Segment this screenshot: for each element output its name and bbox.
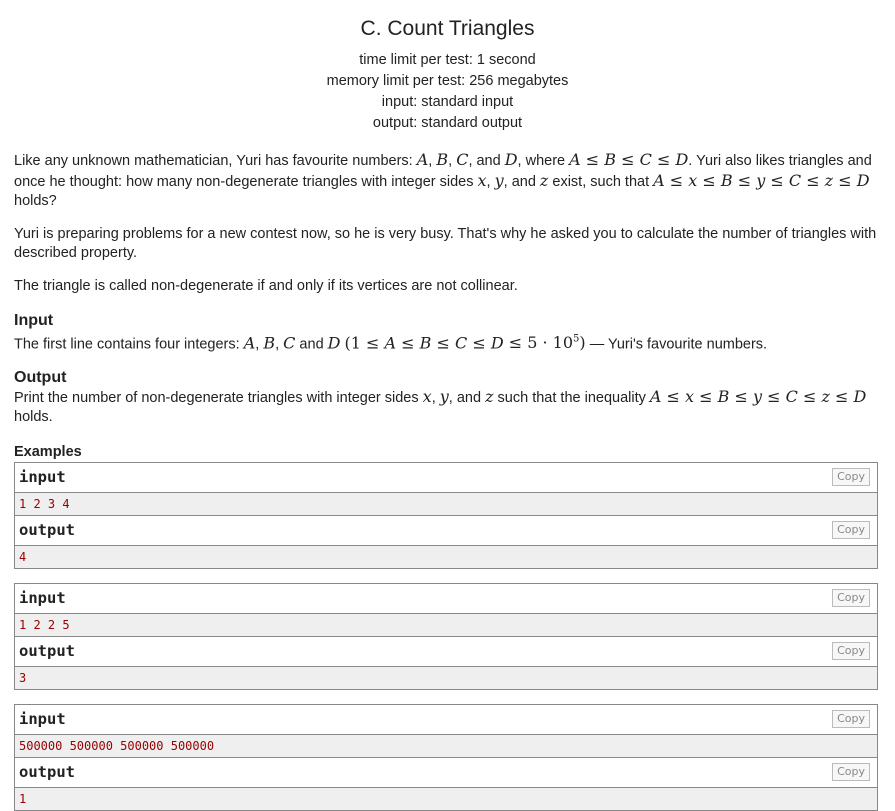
- example-output-header: [15, 637, 877, 667]
- example-block: [14, 583, 878, 690]
- statement-paragraph-1: Like any unknown mathematician, Yuri has favourite numbers: A, B, C, and D, where A ≤ B ≤ C ≤ D. Yuri also likes triangles and once he thought: how many non-degenerate triangles with integer sides x, y, and z exist, such that A ≤ x ≤ B ≤ y ≤ C ≤ z ≤ D holds?: [14, 150, 872, 209]
- output-label: output: [19, 642, 75, 661]
- copy-button[interactable]: Copy: [832, 763, 870, 781]
- example-output-header: [15, 516, 877, 546]
- copy-button[interactable]: Copy: [832, 521, 870, 539]
- math-constraints: $(1 \le A \le B \le C \le D \le 5 \cdot 10^5)$: [344, 333, 586, 353]
- copy-button[interactable]: Copy: [832, 642, 870, 660]
- example-output-text: 3: [15, 667, 877, 689]
- output-spec: output: standard output: [372, 115, 523, 131]
- output-section-text: Print the number of non-degenerate triangles with integer sides x, y, and z such that the inequality A ≤ x ≤ B ≤ y ≤ C ≤ z ≤ D holds.: [14, 387, 867, 426]
- input-section-text: The first line contains four integers: A, B, C and D $(1 \le A \le B \le C \le D \le 5 \cdot 10^5)$ — Yuri's favourite numbers.: [14, 333, 768, 353]
- example-output-text: 1: [15, 788, 877, 810]
- example-output-header: [15, 758, 877, 788]
- example-input-text: 1 2 3 4: [15, 493, 877, 516]
- math-ordering: A ≤ B ≤ C ≤ D: [569, 150, 689, 169]
- statement-paragraph-2: Yuri is preparing problems for a new contest now, so he is very busy. That's why he asked you to calculate the number of triangles with described property.: [14, 226, 877, 261]
- memory-limit: memory limit per test: 256 megabytes: [326, 73, 569, 89]
- example-block: [14, 704, 878, 811]
- math-inequality: A ≤ x ≤ B ≤ y ≤ C ≤ z ≤ D: [653, 171, 870, 190]
- input-label: input: [19, 468, 66, 487]
- input-label: input: [19, 589, 66, 608]
- copy-button[interactable]: Copy: [832, 468, 870, 486]
- copy-button[interactable]: Copy: [832, 710, 870, 728]
- math-abcd: A: [416, 150, 429, 169]
- example-input-header: [15, 463, 877, 493]
- input-label: input: [19, 710, 66, 729]
- input-spec: input: standard input: [381, 94, 514, 110]
- copy-button[interactable]: Copy: [832, 589, 870, 607]
- problem-title: C. Count Triangles: [360, 17, 535, 40]
- input-section-title: Input: [14, 312, 54, 329]
- example-block: [14, 462, 878, 569]
- example-input-text: 500000 500000 500000 500000: [15, 735, 877, 758]
- examples-title: Examples: [14, 444, 82, 461]
- time-limit: time limit per test: 1 second: [359, 52, 536, 68]
- statement-paragraph-3: The triangle is called non-degenerate if and only if its vertices are not collinear.: [14, 278, 518, 294]
- example-input-header: [15, 705, 877, 735]
- output-section-title: Output: [14, 369, 67, 387]
- problem-header: [14, 0, 881, 134]
- output-label: output: [19, 763, 75, 782]
- math-output-inequality: A ≤ x ≤ B ≤ y ≤ C ≤ z ≤ D: [649, 387, 867, 407]
- output-label: output: [19, 521, 75, 540]
- example-output-text: 4: [15, 546, 877, 568]
- example-input-text: 1 2 2 5: [15, 614, 877, 637]
- example-input-header: [15, 584, 877, 614]
